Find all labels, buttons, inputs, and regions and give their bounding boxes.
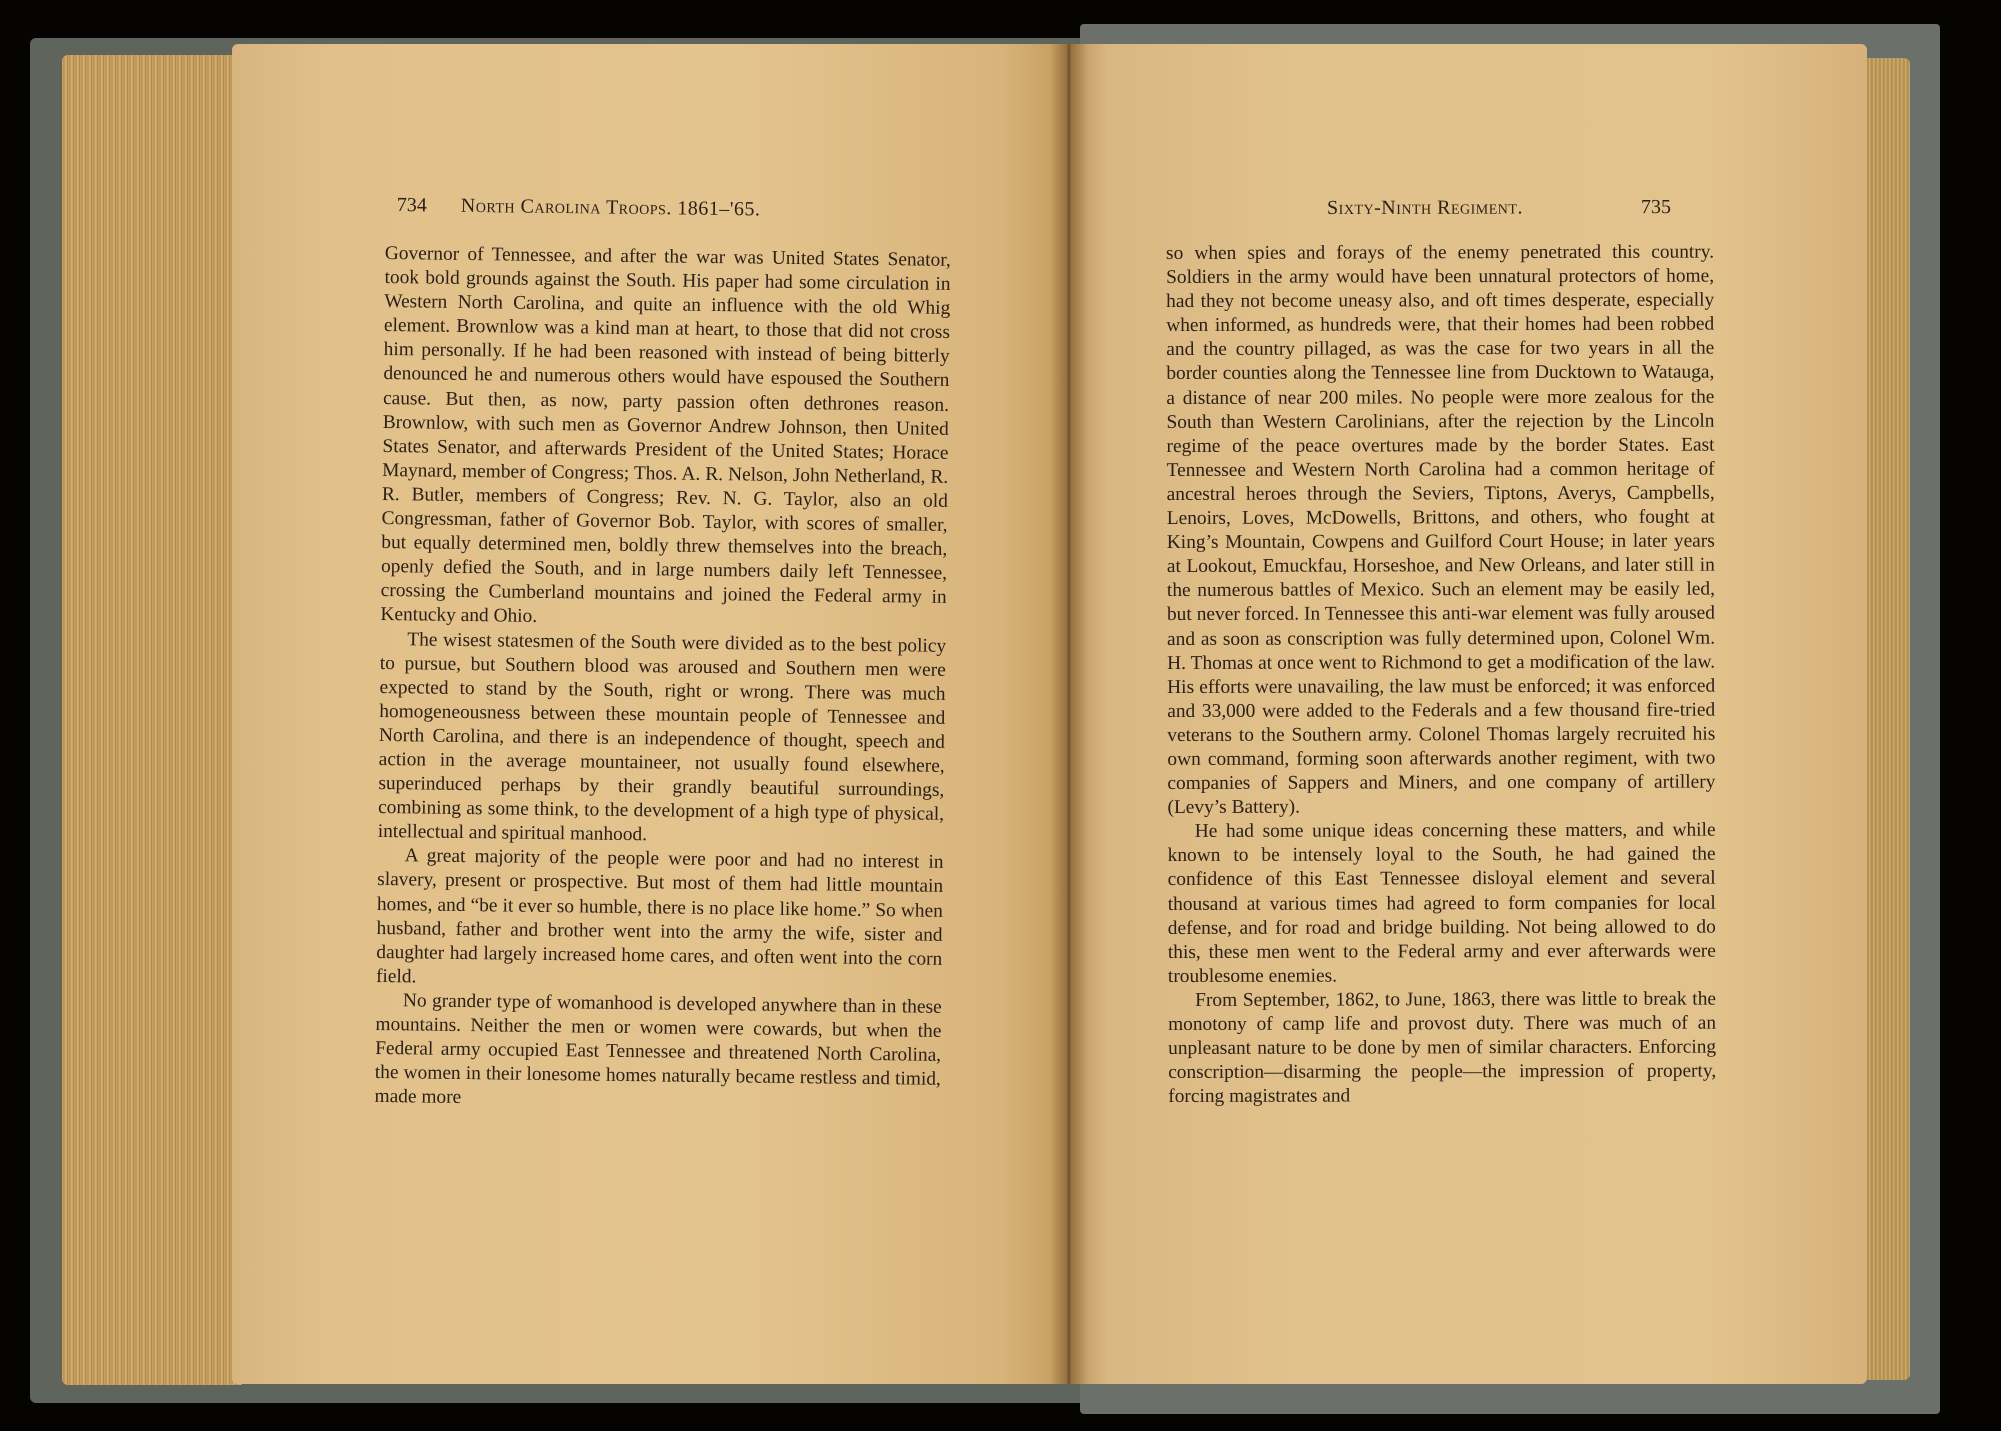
right-running-title: Sixty-Ninth Regiment. (1327, 196, 1523, 219)
right-paragraph-1: so when spies and forays of the enemy penetrated this country. Soldiers in the army would have been unnatural protectors of home, had they not become uneasy also, and oft times desperate, especially when informed, as hundreds were, that their homes had been robbed and the country pillaged, as was the case for two years in all the border counties along the Tennessee line from Ducktown to Watauga, a distance of near 200 miles. No people were more zealous for the South than Western Carolinians, after the rejection by the Lincoln regime of the peace overtures made by the border States. East Tennessee and Western North Carolina had a common heritage of ancestral heroes through the Seviers, Tiptons, Averys, Campbells, Lenoirs, Loves, McDowells, Brittons, and others, who fought at King’s Mountain, Cowpens and Guilford Court House; in later years at Lookout, Emuckfau, Horseshoe, and New Orleans, and later still in the numerous battles of Mexico. Such an element may be easily led, but never forced. In Tennessee this anti-war element was fully aroused and as soon as conscription was fully determined upon, Colonel Wm. H. Thomas at once went to Richmond to get a modification of the law. His efforts were unavailing, the law must be enforced; it was enforced and 33,000 were added to the Federals and a few thousand fire-tried veterans to the Southern army. Colonel Thomas largely recruited his own command, forming soon afterwards another regiment, with two companies of Sappers and Miners, and one company of artillery (Levy’s Battery). (1166, 241, 1716, 819)
left-page-edges (62, 55, 242, 1385)
left-running-title: North Carolina Troops. 1861–'65. (460, 194, 761, 221)
right-paragraph-3: From September, 1862, to June, 1863, there was little to break the monotony of camp life and provost duty. There was much of an unpleasant nature to be done by men of similar characters. Enforcing conscription—disarming the people—the impression of property, forcing magistrates and (1168, 988, 1717, 1108)
book-gutter (1050, 44, 1088, 1384)
right-paragraph-2: He had some unique ideas concerning these matters, and while known to be intensely loyal to the South, he had gained the confidence of this East Tennessee disloyal element and several thousand at various times had agreed to form companies for local defense, and for road and bridge building. Not being allowed to do this, these men went to the Federal army and ever afterwards were troublesome enemies. (1167, 819, 1716, 987)
right-running-head (1327, 196, 1671, 220)
right-page-body (1166, 241, 1716, 1110)
left-paragraph-2: The wisest statesmen of the South were divided as to the best policy to pursue, but Southern blood was aroused and Southern men were expected to stand by the South, right or wrong. There was much homogeneousness between these mountain people of Tennessee and North Carolina, and there is an independence of thought, speech and action in the average mountaineer, not usually found elsewhere, superinduced perhaps by their grandly beautiful surroundings, combining as some think, to the development of a high type of physical, intellectual and spiritual manhood. (377, 628, 947, 846)
left-page-number: 734 (396, 194, 427, 217)
left-paragraph-4: No grander type of womanhood is developed anywhere than in these mountains. Neither the men or women were cowards, but when the Federal army occupied East Tennessee and threatened North Carolina, the women in their lonesome homes naturally became restless and timid, made more (374, 990, 942, 1109)
left-page-body (374, 242, 951, 1116)
right-page-number: 735 (1640, 196, 1671, 219)
left-paragraph-3: A great majority of the people were poor and had no interest in slavery, present or prospective. But most of them had little mountain homes, and “be it ever so humble, there is no place like home.” So when husband, father and brother went into the army the wife, sister and daughter had largely increased home cares, and often went into the corn field. (375, 845, 944, 988)
right-page-edges (1862, 58, 1910, 1380)
left-running-head (397, 194, 761, 221)
left-paragraph-1: Governor of Tennessee, and after the war was United States Senator, took bold grounds against the South. His paper had some circulation in Western North Carolina, and quite an influence with the old Whig element. Brownlow was a kind man at heart, to those that did not cross him personally. If he had been reasoned with instead of being bitterly denounced he and numerous others would have espoused the Southern cause. But then, as now, party passion often dethrones reason. Brownlow, with such men as Governor Andrew Johnson, then United States Senator, and afterwards President of the United States; Horace Maynard, member of Congress; Thos. A. R. Nelson, John Netherland, R. R. Butler, members of Congress; Rev. N. G. Taylor, also an old Congressman, father of Governor Bob. Taylor, with scores of smaller, but equally determined men, boldly threw themselves into the breach, openly defied the South, and in large numbers daily left Tennessee, crossing the Cumberland mountains and joined the Federal army in Kentucky and Ohio. (380, 242, 951, 628)
